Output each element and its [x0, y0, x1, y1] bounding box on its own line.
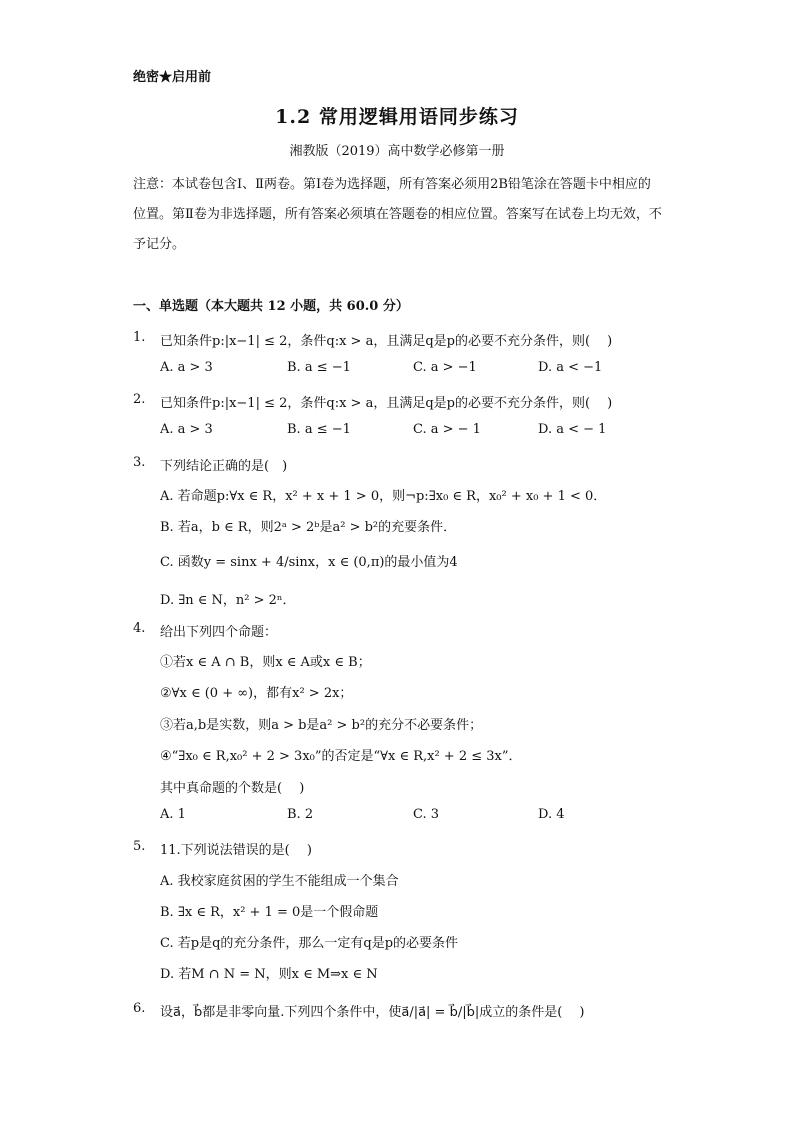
notice-paragraph: 注意：本试卷包含Ⅰ、Ⅱ两卷。第Ⅰ卷为选择题，所有答案必须用2B铅笔涂在答题卡中相应的位置。第Ⅱ卷为非选择题，所有答案必须填在答题卷的相应位置。答案写在试卷上均无效，不予记分。 [133, 177, 662, 252]
option-a: A. a > 3 [160, 360, 213, 375]
option-b: B. a ≤ −1 [287, 422, 351, 437]
question-number: 2. [133, 392, 146, 407]
option-a: A. 我校家庭贫困的学生不能组成一个集合 [160, 874, 399, 889]
option-d: D. a < −1 [538, 360, 603, 375]
proposition-item: ②∀x ∈ (0 + ∞)，都有x² > 2x； [160, 686, 353, 701]
option-d: D. a < − 1 [538, 422, 607, 437]
option-b: B. ∃x ∈ R，x² + 1 = 0是一个假命题 [160, 905, 379, 920]
option-d: D. ∃n ∈ N，n² > 2ⁿ． [160, 593, 296, 608]
question-stem: 已知条件p:|x−1| ≤ 2，条件q:x > a，且满足q是p的必要不充分条件，则( ) [160, 334, 613, 349]
question-number: 6. [133, 1001, 146, 1016]
option-b: B. a ≤ −1 [287, 360, 351, 375]
option-c: C. a > − 1 [413, 422, 481, 437]
question-stem: 设a⃗，b⃗都是非零向量.下列四个条件中，使a⃗/|a⃗| = b⃗/|b⃗|成立的条件是( ) [160, 1005, 585, 1020]
option-c: C. 函数y = sinx + 4/sinx，x ∈ (0,π)的最小值为4 [160, 555, 458, 570]
question-number: 4. [133, 621, 146, 636]
option-d: D. 4 [538, 807, 565, 822]
secret-label: 绝密★启用前 [133, 70, 212, 85]
option-a: A. 若命题p:∀x ∈ R，x² + x + 1 > 0，则¬p:∃x₀ ∈ R，x₀² + x₀ + 1 < 0． [160, 489, 607, 504]
question-ask: 其中真命题的个数是( ) [160, 781, 305, 796]
option-c: C. 若p是q的充分条件，那么一定有q是p的必要条件 [160, 936, 459, 951]
option-c: C. a > −1 [413, 360, 477, 375]
option-b: B. 2 [287, 807, 314, 822]
page-title: 1.2 常用逻辑用语同步练习 [275, 106, 519, 128]
question-stem: 11.下列说法错误的是( ) [160, 843, 312, 858]
option-a: A. 1 [160, 807, 186, 822]
proposition-item: ①若x ∈ A ∩ B，则x ∈ A或x ∈ B； [160, 655, 371, 670]
option-a: A. a > 3 [160, 422, 213, 437]
question-number: 1. [133, 330, 146, 345]
proposition-item: ④“∃x₀ ∈ R,x₀² + 2 > 3x₀”的否定是“∀x ∈ R,x² + 2 ≤ 3x”． [160, 749, 522, 764]
option-c: C. 3 [413, 807, 440, 822]
option-d: D. 若M ∩ N = N，则x ∈ M⇒x ∈ N [160, 967, 378, 982]
proposition-item: ③若a,b是实数，则a > b是a² > b²的充分不必要条件； [160, 718, 483, 733]
section-title: 一、单选题（本大题共 12 小题，共 60.0 分） [133, 299, 409, 314]
question-stem: 已知条件p:|x−1| ≤ 2，条件q:x > a，且满足q是p的必要不充分条件，则( ) [160, 396, 613, 411]
option-b: B. 若a，b ∈ R，则2ᵃ > 2ᵇ是a² > b²的充要条件． [160, 520, 457, 535]
page-subtitle: 湘教版（2019）高中数学必修第一册 [289, 144, 505, 159]
question-number: 5. [133, 839, 146, 854]
question-number: 3. [133, 455, 146, 470]
question-stem: 下列结论正确的是( ) [160, 459, 288, 474]
question-stem: 给出下列四个命题： [160, 625, 278, 640]
